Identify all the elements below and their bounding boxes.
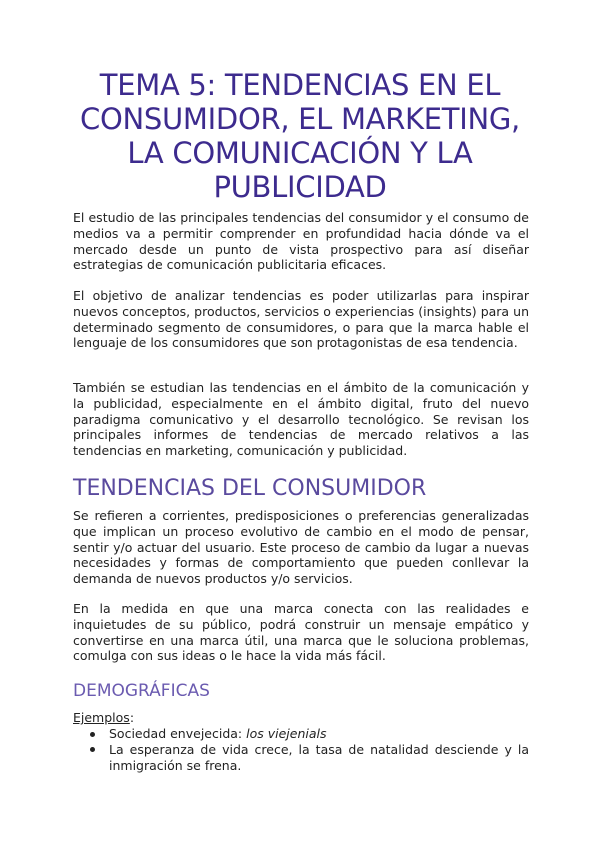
- document-title: [60, 68, 540, 204]
- examples-label: [73, 710, 134, 725]
- list-item-emphasis: los viejenials: [246, 726, 327, 741]
- title-line: TEMA 5: TENDENCIAS EN EL: [99, 68, 501, 102]
- title-line: PUBLICIDAD: [213, 170, 387, 204]
- list-item: [73, 742, 529, 774]
- examples-label-text: Ejemplos: [73, 710, 130, 725]
- section-paragraph-1: Se refieren a corrientes, predisposiciones o preferencias generalizadas que implican un proceso evolutivo de cambio en el modo de pensar, sentir y/o actuar del usuario. Este proceso de cambio da lugar a nuevas necesidades y formas de comportamiento que pueden conllevar la demanda de nuevos productos y/o servicios.: [73, 508, 529, 587]
- list-item-text: Sociedad envejecida:: [109, 726, 247, 741]
- title-line: LA COMUNICACIÓN Y LA: [127, 136, 473, 170]
- list-item: [73, 726, 529, 742]
- intro-paragraph-1: El estudio de las principales tendencias del consumidor y el consumo de medios va a permitir comprender en profundidad hacia dónde va el mercado desde un punto de vista prospectivo para así diseñar estrategias de comunicación publicitaria eficaces.: [73, 210, 529, 273]
- section-heading: TENDENCIAS DEL CONSUMIDOR: [73, 476, 427, 501]
- intro-paragraph-3: También se estudian las tendencias en el ámbito de la comunicación y la publicidad, especialmente en el ámbito digital, fruto del nuevo paradigma comunicativo y el desarrollo tecnológico. Se revisan los principales informes de tendencias de mercado relativos a las tendencias en marketing, comunicación y publicidad.: [73, 380, 529, 459]
- title-line: CONSUMIDOR, EL MARKETING,: [80, 102, 520, 136]
- list-item-text: La esperanza de vida crece, la tasa de natalidad desciende y la inmigración se frena.: [109, 741, 529, 773]
- subsection-heading: DEMOGRÁFICAS: [73, 681, 210, 701]
- intro-paragraph-2: El objetivo de analizar tendencias es poder utilizarlas para inspirar nuevos conceptos, productos, servicios o experiencias (insights) para un determinado segmento de consumidores, o para que la marca hable el lenguaje de los consumidores que son protagonistas de esa tendencia.: [73, 288, 529, 351]
- examples-label-colon: :: [129, 710, 135, 725]
- section-paragraph-2: En la medida en que una marca conecta con las realidades e inquietudes de su público, podrá construir un mensaje empático y convertirse en una marca útil, una marca que le soluciona problemas, comulga con sus ideas o le hace la vida más fácil.: [73, 601, 529, 664]
- examples-list: [73, 726, 529, 773]
